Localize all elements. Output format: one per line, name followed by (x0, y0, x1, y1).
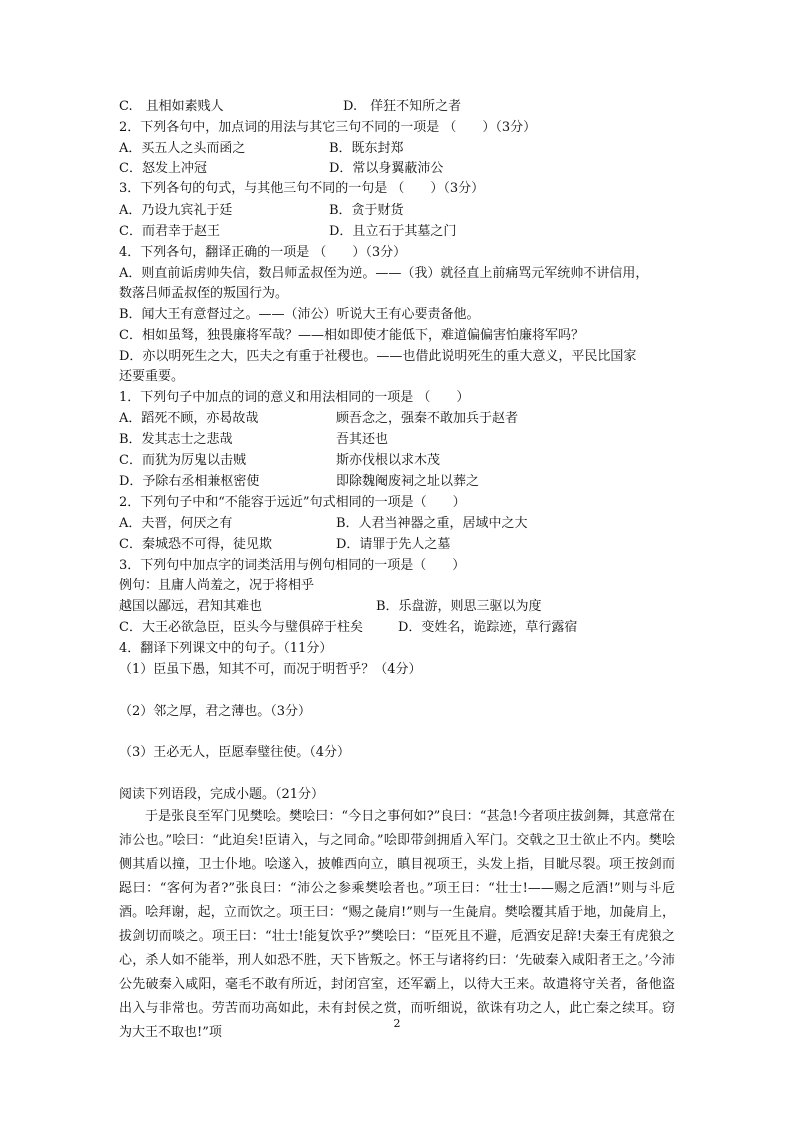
q4-option-a: A．则直前诟虏帅失信，数吕师孟叔侄为逆。——（我）就径直上前痛骂元军统帅不讲信用， (119, 266, 649, 281)
q3b-example: 例句：且庸人尚羞之，况于将相乎 (119, 578, 315, 593)
translate-item-2: （2）邻之厚，君之薄也。（3分） (119, 704, 312, 719)
q3b-option-a: 越国以鄙远，君知其难也 (119, 599, 263, 614)
translate-item-1: （1）臣虽下愚，知其不可，而况于明哲乎？（4分） (119, 662, 422, 677)
q1b-option-c-pair: 斯亦伐根以求木茂 (336, 453, 441, 468)
q1b-option-c: C．而犹为厉鬼以击贼 (119, 453, 246, 468)
q3-option-b: B．贪于财货 (329, 203, 404, 218)
q4-option-d-cont: 还要重要。 (119, 369, 185, 384)
question-4b-stem: 4．翻译下列课文中的句子。（11分） (119, 641, 333, 656)
q2-option-d: D．常以身翼蔽沛公 (329, 161, 444, 176)
option-c-line: C. 且相如素贱人 (119, 99, 224, 114)
q2b-option-c: C．秦城恐不可得，徒见欺 (119, 537, 272, 552)
q2b-option-d: D．请罪于先人之墓 (336, 537, 451, 552)
q1b-option-a: A．蹈死不顾，亦曷故哉 (119, 411, 259, 426)
reading-passage: 于是张良至军门见樊哙。樊哙曰：“今日之事何如?”良曰：“甚急!今者项庄拔剑舞，其意常在沛公也。”哙曰：“此迫矣!臣请入，与之同命。”哙即带剑拥盾入军门。交戟之卫士欲止不内。樊哙侧其盾以撞，卫士仆地。哙遂入，披帷西向立，瞋目视项王，头发上指，目眦尽裂。项王按剑而跽曰：“客何为者?”张良曰：“沛公之参乘樊哙者也。”项王曰：“壮士!——赐之卮酒!”则与斗卮酒。哙拜谢，起，立而饮之。项王曰：“赐之彘肩!”则与一生彘肩。樊哙覆其盾于地，加彘肩上，拔剑切而啖之。项王曰：“壮士!能复饮乎?”樊哙曰：“臣死且不避，卮酒安足辞!夫秦王有虎狼之心，杀人如不能举，刑人如恐不胜，天下皆叛之。怀王与诸将约曰：‘先破秦入咸阳者王之。’今沛公先破秦入咸阳，毫毛不敢有所近，封闭宫室，还军霸上，以待大王来。故遣将守关者，备他盗出入与非常也。劳苦而功高如此，未有封侯之赏，而听细说，欲诛有功之人，此亡秦之续耳。窃为大王不取也!”项 (119, 809, 675, 1040)
translate-item-3: （3）王必无人，臣愿奉璧往使。（4分） (119, 745, 351, 760)
question-3-stem: 3．下列各句的句式，与其他三句不同的一句是 （ ）（3分） (119, 181, 485, 196)
q2-option-c: C．怒发上冲冠 (119, 161, 207, 176)
q3b-option-c: C．大王必欲急臣，臣头今与璧俱碎于柱矣 (119, 620, 363, 635)
q4-option-c: C．相如虽驽，独畏廉将军哉？——相如即使才能低下，难道偏偏害怕廉将军吗？ (119, 328, 584, 343)
q1b-option-d: D．予除右丞相兼枢密使 (119, 474, 260, 489)
q1b-option-d-pair: 即除魏阉废祠之址以葬之 (336, 474, 480, 489)
q2b-option-a: A．夫晋，何厌之有 (119, 516, 233, 531)
q4-option-a-cont: 数落吕师孟叔侄的叛国行为。 (119, 286, 289, 301)
q3b-option-b: B．乐盘游，则思三驱以为度 (376, 599, 542, 614)
q4-option-b: B．闻大王有意督过之。——（沛公）听说大王有心要责备他。 (119, 307, 480, 322)
q1b-option-b-pair: 吾其还也 (336, 432, 389, 447)
reading-instruction: 阅读下列语段，完成小题。（21分） (119, 787, 325, 802)
question-4-stem: 4．下列各句，翻译正确的一项是 （ ）（3分） (119, 245, 407, 260)
q1b-option-b: B．发其志士之悲哉 (119, 432, 233, 447)
question-2-stem: 2．下列各句中，加点词的用法与其它三句不同的一项是 （ ）（3分） (119, 120, 537, 135)
q1b-option-a-pair: 顾吾念之，强秦不敢加兵于赵者 (336, 411, 519, 426)
q3-option-a: A．乃设九宾礼于廷 (119, 203, 233, 218)
question-2b-stem: 2．下列句子中和“不能容于远近”句式相同的一项是（ ） (119, 495, 466, 510)
q2b-option-b: B．人君当神器之重，居域中之大 (336, 516, 528, 531)
q3-option-c: C．而君幸于赵王 (119, 224, 220, 239)
question-1b-stem: 1．下列句子中加点的词的意义和用法相同的一项是 （ ） (119, 390, 470, 405)
question-3b-stem: 3．下列句中加点字的词类活用与例句相同的一项是（ ） (119, 558, 466, 573)
page-number: 2 (393, 1017, 401, 1030)
option-d-line: D. 佯狂不知所之者 (343, 99, 462, 114)
q3-option-d: D．且立石于其墓之门 (329, 224, 457, 239)
q3b-option-d: D．变姓名，诡踪迹，草行露宿 (398, 620, 578, 635)
q2-option-b: B．既东封郑 (329, 141, 404, 156)
q4-option-d: D．亦以明死生之大，匹夫之有重于社稷也。——也借此说明死生的重大意义，平民比国家 (119, 349, 637, 364)
q2-option-a: A．买五人之头而函之 (119, 141, 246, 156)
